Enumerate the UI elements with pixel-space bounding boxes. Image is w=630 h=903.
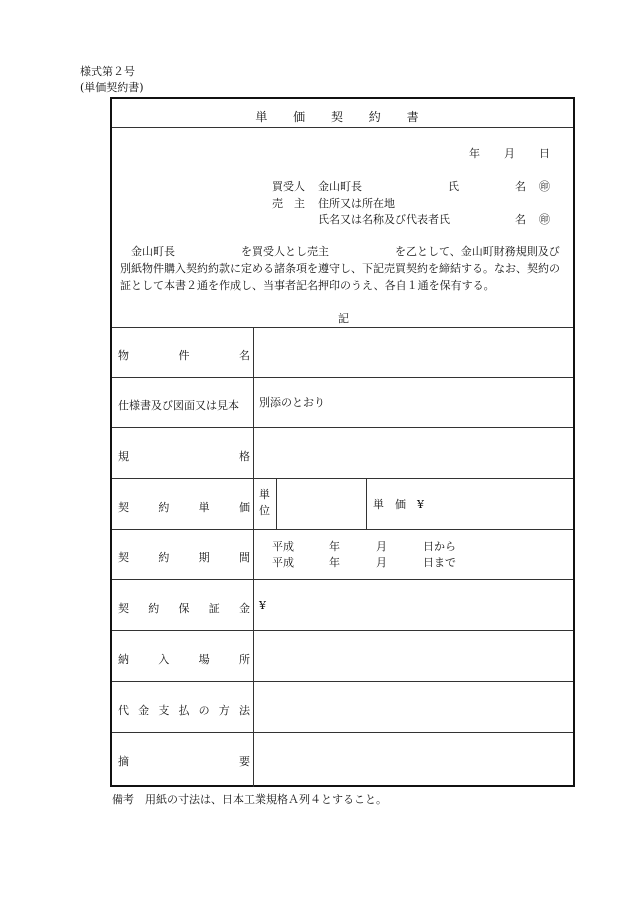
- period-from-day: 日から: [423, 540, 456, 553]
- divider: [112, 681, 573, 682]
- ki-heading: 記: [338, 312, 349, 325]
- period-to-year: 年: [329, 556, 340, 569]
- period-to-month: 月: [376, 556, 387, 569]
- label-deposit: 契 約 保 証 金: [118, 602, 250, 615]
- buyer-role: 買受人: [272, 180, 305, 193]
- form-header: [80, 64, 144, 96]
- seller-role: 売 主: [272, 197, 305, 210]
- divider: [112, 377, 573, 378]
- buyer-seal: ㊞: [539, 180, 550, 193]
- buyer-family-name-2: 名: [515, 180, 526, 193]
- label-remarks: 摘 要: [118, 755, 250, 768]
- divider: [112, 478, 573, 479]
- label-specs: 仕様書及び図面又は見本: [118, 399, 239, 412]
- label-period: 契 約 期 間: [118, 551, 250, 564]
- seller-family-name-2: 名: [515, 213, 526, 226]
- label-standard: 規 格: [118, 450, 250, 463]
- divider: [112, 427, 573, 428]
- contract-frame: [110, 97, 575, 787]
- period-to-day: 日まで: [423, 556, 456, 569]
- seller-name-label: 氏名又は名称及び代表者氏: [318, 213, 450, 226]
- contract-title: 単 価 契 約 書: [255, 110, 430, 124]
- seller-address: 住所又は所在地: [318, 197, 395, 210]
- divider: [112, 630, 573, 631]
- unit-label-1: 単: [259, 488, 270, 501]
- period-from-era: 平成: [272, 540, 294, 553]
- deposit-yen-sign: ¥: [259, 599, 266, 612]
- form-number: 様式第２号: [80, 65, 135, 78]
- label-column-divider: [253, 327, 254, 787]
- seller-seal: ㊞: [539, 213, 550, 226]
- buyer-family-name-1: 氏: [448, 180, 459, 193]
- date-year: 年: [469, 147, 480, 160]
- footnote: 備考 用紙の寸法は、日本工業規格Ａ列４とすること。: [112, 793, 387, 806]
- specs-value: 別添のとおり: [259, 396, 325, 409]
- price-divider: [366, 478, 367, 529]
- buyer-name: 金山町長: [318, 180, 362, 193]
- period-from-year: 年: [329, 540, 340, 553]
- divider: [112, 127, 573, 128]
- label-unit-price: 契 約 単 価: [118, 501, 250, 514]
- divider: [112, 327, 573, 328]
- form-subtitle: (単価契約書): [80, 81, 144, 94]
- period-to-era: 平成: [272, 556, 294, 569]
- date-month: 月: [504, 147, 515, 160]
- period-from-month: 月: [376, 540, 387, 553]
- divider: [112, 579, 573, 580]
- divider: [112, 732, 573, 733]
- label-payment: 代 金 支 払 の 方 法: [118, 704, 250, 717]
- agreement-text: 金山町長 を買受人とし売主 を乙として、金山町財務規則及び別紙物件購入契約約款に定める諸条項を遵守し、下記売買契約を締結する。なお、契約の証として本書２通を作成し、当事者記名押印のうえ、各自１通を保有する。: [120, 245, 560, 292]
- label-item-name: 物 件 名: [118, 349, 250, 362]
- unit-label-2: 位: [259, 504, 270, 517]
- label-delivery: 納 入 場 所: [118, 653, 250, 666]
- price-label: 単 価: [373, 498, 406, 511]
- yen-sign: ¥: [417, 498, 424, 511]
- unit-divider: [276, 478, 277, 529]
- divider: [112, 529, 573, 530]
- date-day: 日: [539, 147, 550, 160]
